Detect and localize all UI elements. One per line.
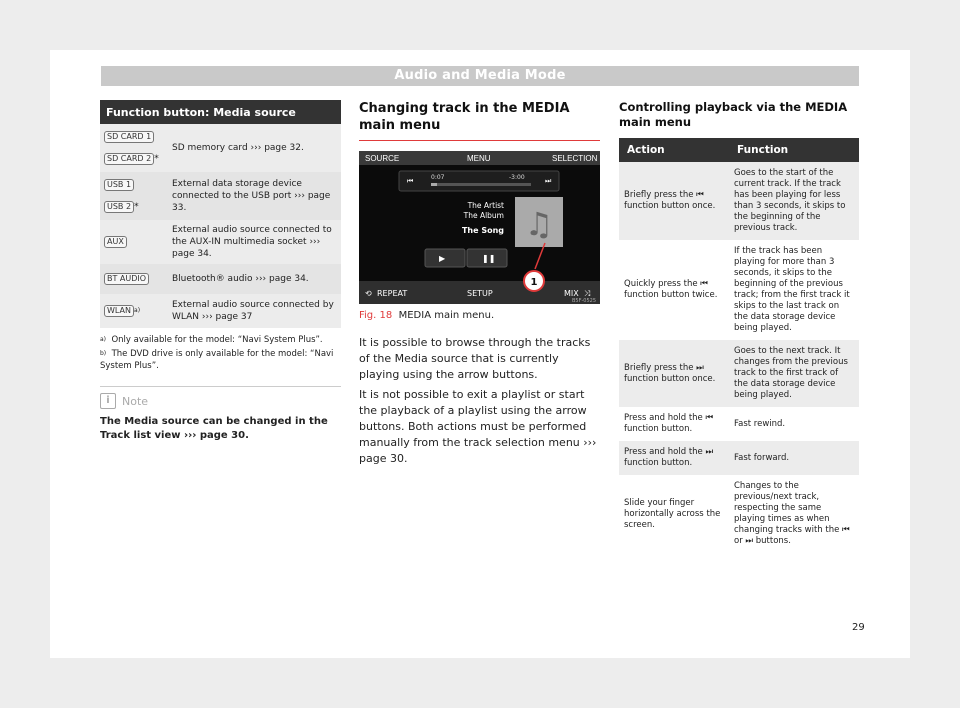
action-cell: Briefly press the ⏭ function button once. [619, 340, 729, 407]
aux-desc: External audio source connected to the AUX-IN multimedia socket ››› page 34. [168, 220, 341, 264]
paragraph: It is possible to browse through the tracks of the Media source that is currently playing using the arrow buttons. [359, 336, 591, 381]
function-cell: If the track has been playing for more than 3 seconds, it skips to the beginning of the previous track; from the first track it skips to the last track on the data storage device being played. [734, 246, 850, 333]
star-mark: * [134, 202, 139, 212]
media-table-heading: Function button: Media source [100, 100, 341, 124]
action-cell: Press and hold the ⏭ function button. [619, 441, 729, 475]
time-elapsed: 0:07 [431, 174, 445, 181]
col-function: Function [729, 138, 859, 162]
footnote-b: $^{b)}$ The DVD drive is only available for the model: “Navi System Plus”. [100, 349, 334, 371]
column-media-sources [100, 100, 341, 443]
function-cell: Fast forward. [729, 441, 859, 475]
play-icon: ▶ [439, 254, 446, 263]
sd-card-2-button: SD CARD 2 [104, 153, 154, 165]
next-track-icon: ⏭ [545, 177, 552, 185]
section-title-changing-track: Changing track in the MEDIA main menu [359, 100, 600, 141]
footnote-a: $^{a)}$ Only available for the model: “Navi System Plus”. [100, 335, 323, 345]
media-menu-figure [359, 151, 600, 304]
usb-2-button: USB 2 [104, 201, 134, 213]
repeat-icon: ⟲ [365, 289, 372, 298]
mix-label: MIX [564, 289, 579, 298]
wlan-desc: External audio source connected by WLAN ››› page 37 [168, 294, 341, 328]
action-cell: Quickly press the ⏮ function button twice. [624, 279, 718, 300]
action-cell: Slide your finger horizontally across the screen. [624, 497, 721, 530]
footnote-ref: a) [134, 307, 141, 314]
source-tab: SOURCE [365, 154, 400, 163]
col-action: Action [619, 138, 729, 162]
callout-1: 1 [530, 277, 538, 288]
usb-desc: External data storage device connected to the USB port ››› page 33. [168, 172, 341, 220]
repeat-label: REPEAT [377, 289, 408, 298]
page-number: 29 [852, 622, 865, 633]
action-cell: Briefly press the ⏮ function button once. [619, 162, 729, 240]
playback-action-table [619, 138, 859, 553]
column-playback-control [619, 100, 859, 553]
usb-1-button: USB 1 [104, 179, 134, 191]
time-remaining: -3:00 [509, 174, 525, 181]
note-body: The Media source can be changed in the Track list view ››› page 30. [100, 416, 328, 441]
media-source-table [100, 100, 341, 328]
section-title-playback: Controlling playback via the MEDIA main menu [619, 100, 848, 129]
prev-track-icon: ⏮ [407, 177, 414, 185]
wlan-button: WLAN [104, 305, 134, 317]
figure-caption: Fig. 18 MEDIA main menu. [359, 310, 495, 321]
function-cell: Fast rewind. [734, 418, 786, 429]
info-icon: i [100, 393, 116, 409]
song-label: The Song [461, 226, 504, 235]
artist-label: The Artist [467, 201, 504, 210]
album-label: The Album [463, 211, 504, 220]
column-changing-track [359, 100, 600, 471]
media-screen-illustration [359, 151, 600, 304]
paragraph: It is not possible to exit a playlist or start the playback of a playlist using the arrow buttons. Both actions must be performed manually from the track selection menu ››› page 30. [359, 388, 597, 465]
setup-label: SETUP [467, 289, 493, 298]
menu-tab: MENU [467, 154, 491, 163]
running-header: Audio and Media Mode [101, 66, 859, 86]
function-cell: Goes to the next track. It changes from the previous track to the first track of the data storage device being played. [729, 340, 859, 407]
action-cell: Press and hold the ⏮ function button. [624, 413, 714, 434]
pause-icon: ❚❚ [482, 254, 496, 263]
selection-tab: SELECTION [552, 154, 598, 163]
figure-code: B5F-0525 [572, 298, 597, 304]
function-cell: Changes to the previous/next track, respecting the same playing times as when changing tracks with the ⏮ or ⏭ buttons. [734, 481, 850, 546]
section2-body [359, 335, 600, 467]
aux-button: AUX [104, 236, 127, 248]
sd-card-1-button: SD CARD 1 [104, 131, 154, 143]
bt-audio-button: BT AUDIO [104, 273, 149, 285]
function-cell: Goes to the start of the current track. If the track has been playing for less than 3 seconds, it skips to the beginning of the previous track. [729, 162, 859, 240]
bt-audio-desc: Bluetooth® audio ››› page 34. [168, 264, 341, 294]
music-note-icon: ♫ [524, 205, 554, 243]
note-box [100, 386, 341, 443]
shuffle-icon: ⤨ [584, 289, 591, 298]
sd-card-desc: SD memory card ››› page 32. [168, 124, 341, 172]
star-mark: * [154, 154, 159, 164]
note-label: Note [122, 394, 149, 408]
